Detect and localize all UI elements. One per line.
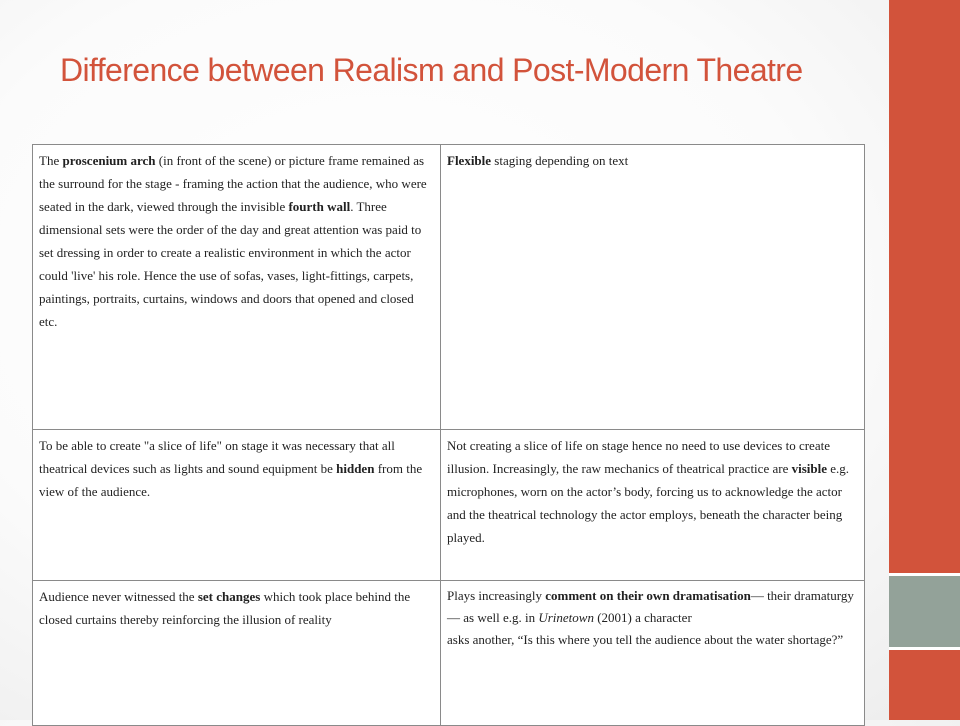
cell-text: staging depending on text	[491, 153, 629, 168]
table-row	[33, 430, 865, 581]
emphasis-text: Flexible	[447, 153, 492, 168]
post-modern-cell	[441, 145, 865, 430]
post-modern-cell	[441, 430, 865, 581]
realism-cell	[33, 581, 441, 726]
cell-text: . Three dimensional sets were the order of the day and great attention was paid to set dressing in order to create a realistic environment in which the actor could 'live' his role. Hence the use of sofas, vases, light-fittings, carpets, paintings, portraits, curtains, windows and doors that opened and closed etc.	[39, 199, 422, 329]
band-separator	[889, 647, 960, 650]
cell-text: asks another, “Is this where you tell the audience about the water shortage?”	[447, 632, 844, 647]
realism-cell	[33, 145, 441, 430]
comparison-table	[32, 144, 865, 726]
emphasis-text: hidden	[336, 461, 375, 476]
slide-title: Difference between Realism and Post-Modern Theatre	[60, 52, 803, 88]
gray-band	[889, 576, 960, 647]
emphasis-text: proscenium arch	[62, 153, 156, 168]
post-modern-cell	[441, 581, 865, 726]
cell-text: Audience never witnessed the	[39, 589, 198, 604]
realism-cell	[33, 430, 441, 581]
cell-text: — their dramaturgy — as well e.g. in	[447, 588, 854, 625]
emphasis-text: fourth wall	[288, 199, 351, 214]
cell-text: Not creating a slice of life on stage hence no need to use devices to create illusion. Increasingly, the raw mechanics of theatrical practice are	[447, 438, 830, 476]
cell-text: (in front of the scene) or picture frame remained as the surround for the stage - framing the action that the audience, who were seated in the dark, viewed through the invisible	[39, 153, 427, 214]
emphasis-text: visible	[791, 461, 827, 476]
cell-text: from the view of the audience.	[39, 461, 423, 499]
cell-text: Plays increasingly	[447, 588, 546, 603]
decorative-side-bar	[889, 0, 960, 720]
cell-text: The	[39, 153, 63, 168]
table-row	[33, 581, 865, 726]
title-italic-text: Urinetown	[538, 610, 594, 625]
emphasis-text: comment on their own dramatisation	[545, 588, 751, 603]
cell-text: To be able to create "a slice of life" on stage it was necessary that all theatrical devices such as lights and sound equipment be	[39, 438, 395, 476]
emphasis-text: set changes	[197, 589, 261, 604]
cell-text: which took place behind the closed curtains thereby reinforcing the illusion of reality	[39, 589, 411, 627]
cell-text: e.g. microphones, worn on the actor’s body, forcing us to acknowledge the actor and the theatrical technology the actor employs, beneath the character being played.	[447, 461, 850, 545]
cell-text: (2001) a character	[593, 610, 692, 625]
table-row	[33, 145, 865, 430]
